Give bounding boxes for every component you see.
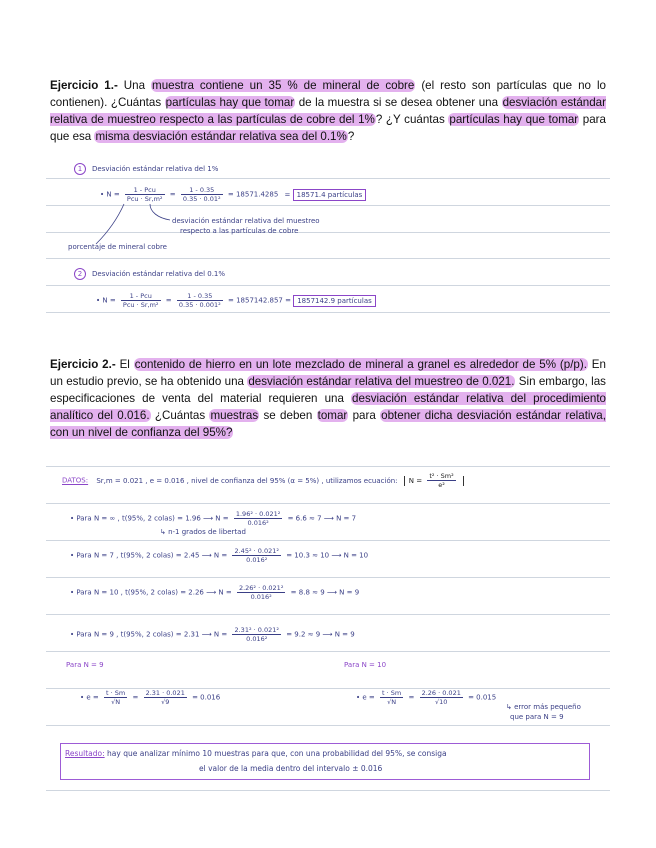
highlight: desviación estándar relativa de muestreo respecto a las partículas de cobre del 1% <box>50 96 606 126</box>
highlight: partículas hay que tomar <box>165 96 295 109</box>
iteration-4: • Para N = 9 , t(95%, 2 colas) = 2.31 ⟶ N = $\frac{\text{2.31² · 0.021²}}{\text{0.016²}}$ = 9.2 ≈ 9 ⟶ N = 9 <box>70 626 355 643</box>
annotation-pcu: porcentaje de mineral cobre <box>68 243 167 251</box>
fraction: $\frac{\text{2.26² · 0.021²}}{\text{0.016²}}$ <box>238 584 284 601</box>
result-box: 1857142.9 partículas <box>293 295 376 307</box>
annotation-srm: desviación estándar relativa del muestreo <box>172 217 320 225</box>
exercise-2-label: Ejercicio 2.- <box>50 358 116 371</box>
result-box: 18571.4 partículas <box>293 189 367 201</box>
fraction: $\frac{\text{1.96² · 0.021²}}{\text{0.016²}}$ <box>235 510 281 527</box>
highlight: obtener dicha desviación estándar relativa, con un nivel de confianza del 95%? <box>50 409 606 439</box>
highlight: partículas hay que tomar <box>449 113 579 126</box>
highlight: desviación estándar relativa del procedimiento analítico del 0.016. <box>50 392 606 422</box>
fraction: $\frac{t \cdot Sm}{√N}$ <box>382 689 402 706</box>
annotation-srm-2: respecto a las partículas de cobre <box>180 227 299 235</box>
error-n9: • e = $\frac{t \cdot Sm}{√N}$ = $\frac{2.31 \cdot 0.021}{√9}$ = 0.016 <box>80 689 221 706</box>
fraction: $\frac{t \cdot Sm}{√N}$ <box>106 689 126 706</box>
datos-line: DATOS: Sr,m = 0.021 , e = 0.016 , nivel de confianza del 95% (α = 5%) , utilizamos ecuación: N = $\frac{\text{t² · Sm²}}{\text{e²}}$ <box>62 472 464 489</box>
highlight: desviación estándar relativa del muestreo de 0.021. <box>248 375 515 388</box>
fraction: $\frac{\text{2.31² · 0.021²}}{\text{0.016²}}$ <box>234 626 279 643</box>
highlight: misma desviación estándar relativa sea del 0.1% <box>95 130 347 143</box>
para-n9-label: Para N = 9 <box>66 661 104 669</box>
note-1-title: 1 Desviación estándar relativa del 1% <box>74 163 218 175</box>
error-note-1: ↳ error más pequeño <box>506 703 581 711</box>
iteration-3: • Para N = 10 , t(95%, 2 colas) = 2.26 ⟶ N = $\frac{\text{2.26² · 0.021²}}{\text{0.016²}}$ = 8.8 ≈ 9 ⟶ N = 9 <box>70 584 360 601</box>
para-n10-label: Para N = 10 <box>344 661 387 669</box>
error-note-2: que para N = 9 <box>510 713 564 721</box>
note-1-equation: • N = $\frac{\text{1 - Pcu}}{\text{Pcu · Sr,m²}}$ = $\frac{1 - 0.35}{\text{0.35 · 0.01²}}$ = 18571.4285 = 18571.4 partículas <box>100 186 366 203</box>
note-2-equation: • N = $\frac{\text{1 - Pcu}}{\text{Pcu · Sr,m²}}$ = $\frac{1 - 0.35}{\text{0.35 · 0.001²}}$ = 1857142.857 = 1857142.9 partículas <box>96 292 376 309</box>
iteration-1: • Para N = ∞ , t(95%, 2 colas) = 1.96 ⟶ N = $\frac{\text{1.96² · 0.021²}}{\text{0.016²}}$ = 6.6 ≈ 7 ⟶ N = 7 <box>70 510 357 527</box>
highlight: muestra contiene un 35 % de mineral de cobre <box>152 79 415 92</box>
arrow-line <box>150 204 170 220</box>
arrow-line <box>96 204 124 244</box>
highlight: muestras <box>210 409 259 422</box>
result-text: Resultado: hay que analizar mínimo 10 muestras para que, con una probabilidad del 95%, se consiga el valor de la media dentro del intervalo ± 0.016 <box>65 749 447 773</box>
highlight: contenido de hierro en un lote mezclado de mineral a granel es alrededor de 5% (p/p). <box>134 358 587 371</box>
degrees-note: ↳ n-1 grados de libertad <box>160 528 246 536</box>
fraction: $\frac{1 - 0.35}{\text{0.35 · 0.01²}}$ <box>182 186 221 203</box>
formula-bracket: N = $\frac{\text{t² · Sm²}}{\text{e²}}$ <box>404 476 464 486</box>
fraction: $\frac{2.31 \cdot 0.021}{√9}$ <box>145 689 185 706</box>
note-2-title: 2 Desviación estándar relativa del 0.1% <box>74 268 225 280</box>
exercise-2-statement: Ejercicio 2.- El contenido de hierro en un lote mezclado de mineral a granel es alrededor de 5% (p/p). En un estudio previo, se ha obtenido una desviación estándar relativa del muestreo de 0.021. Sin embargo, las especificaciones de venta del material requieren una desviación estándar relativa del procedimiento analítico del 0.016. ¿Cuántas muestras se deben tomar para obtener dicha desviación estándar relativa, con un nivel de confianza del 95%? <box>50 358 606 439</box>
fraction: $\frac{\text{1 - Pcu}}{\text{Pcu · Sr,m²}}$ <box>126 186 163 203</box>
number-circle: 1 <box>74 163 86 175</box>
number-circle: 2 <box>74 268 86 280</box>
exercise-1-label: Ejercicio 1.- <box>50 79 118 92</box>
fraction: $\frac{\text{t² · Sm²}}{\text{e²}}$ <box>429 472 454 489</box>
error-n10: • e = $\frac{t \cdot Sm}{√N}$ = $\frac{2.26 \cdot 0.021}{√10}$ = 0.015 <box>356 689 497 706</box>
fraction: $\frac{2.26 \cdot 0.021}{√10}$ <box>421 689 461 706</box>
fraction: $\frac{\text{2.45² · 0.021²}}{\text{0.016²}}$ <box>234 547 279 564</box>
highlight: tomar <box>317 409 348 422</box>
fraction: $\frac{\text{1 - Pcu}}{\text{Pcu · Sr,m²}}$ <box>122 292 159 309</box>
exercise-1-statement: Ejercicio 1.- Una muestra contiene un 35 % de mineral de cobre (el resto son partículas que no lo contienen). ¿Cuántas partículas hay que tomar de la muestra si se desea obtener una desviación estándar relativa de muestreo respecto a las partículas de cobre del 1%? ¿Y cuántas partículas hay que tomar para que esa misma desviación estándar relativa sea del 0.1%? <box>50 79 606 143</box>
iteration-2: • Para N = 7 , t(95%, 2 colas) = 2.45 ⟶ N = $\frac{\text{2.45² · 0.021²}}{\text{0.016²}}$ = 10.3 ≈ 10 ⟶ N = 10 <box>70 547 369 564</box>
fraction: $\frac{1 - 0.35}{\text{0.35 · 0.001²}}$ <box>178 292 221 309</box>
